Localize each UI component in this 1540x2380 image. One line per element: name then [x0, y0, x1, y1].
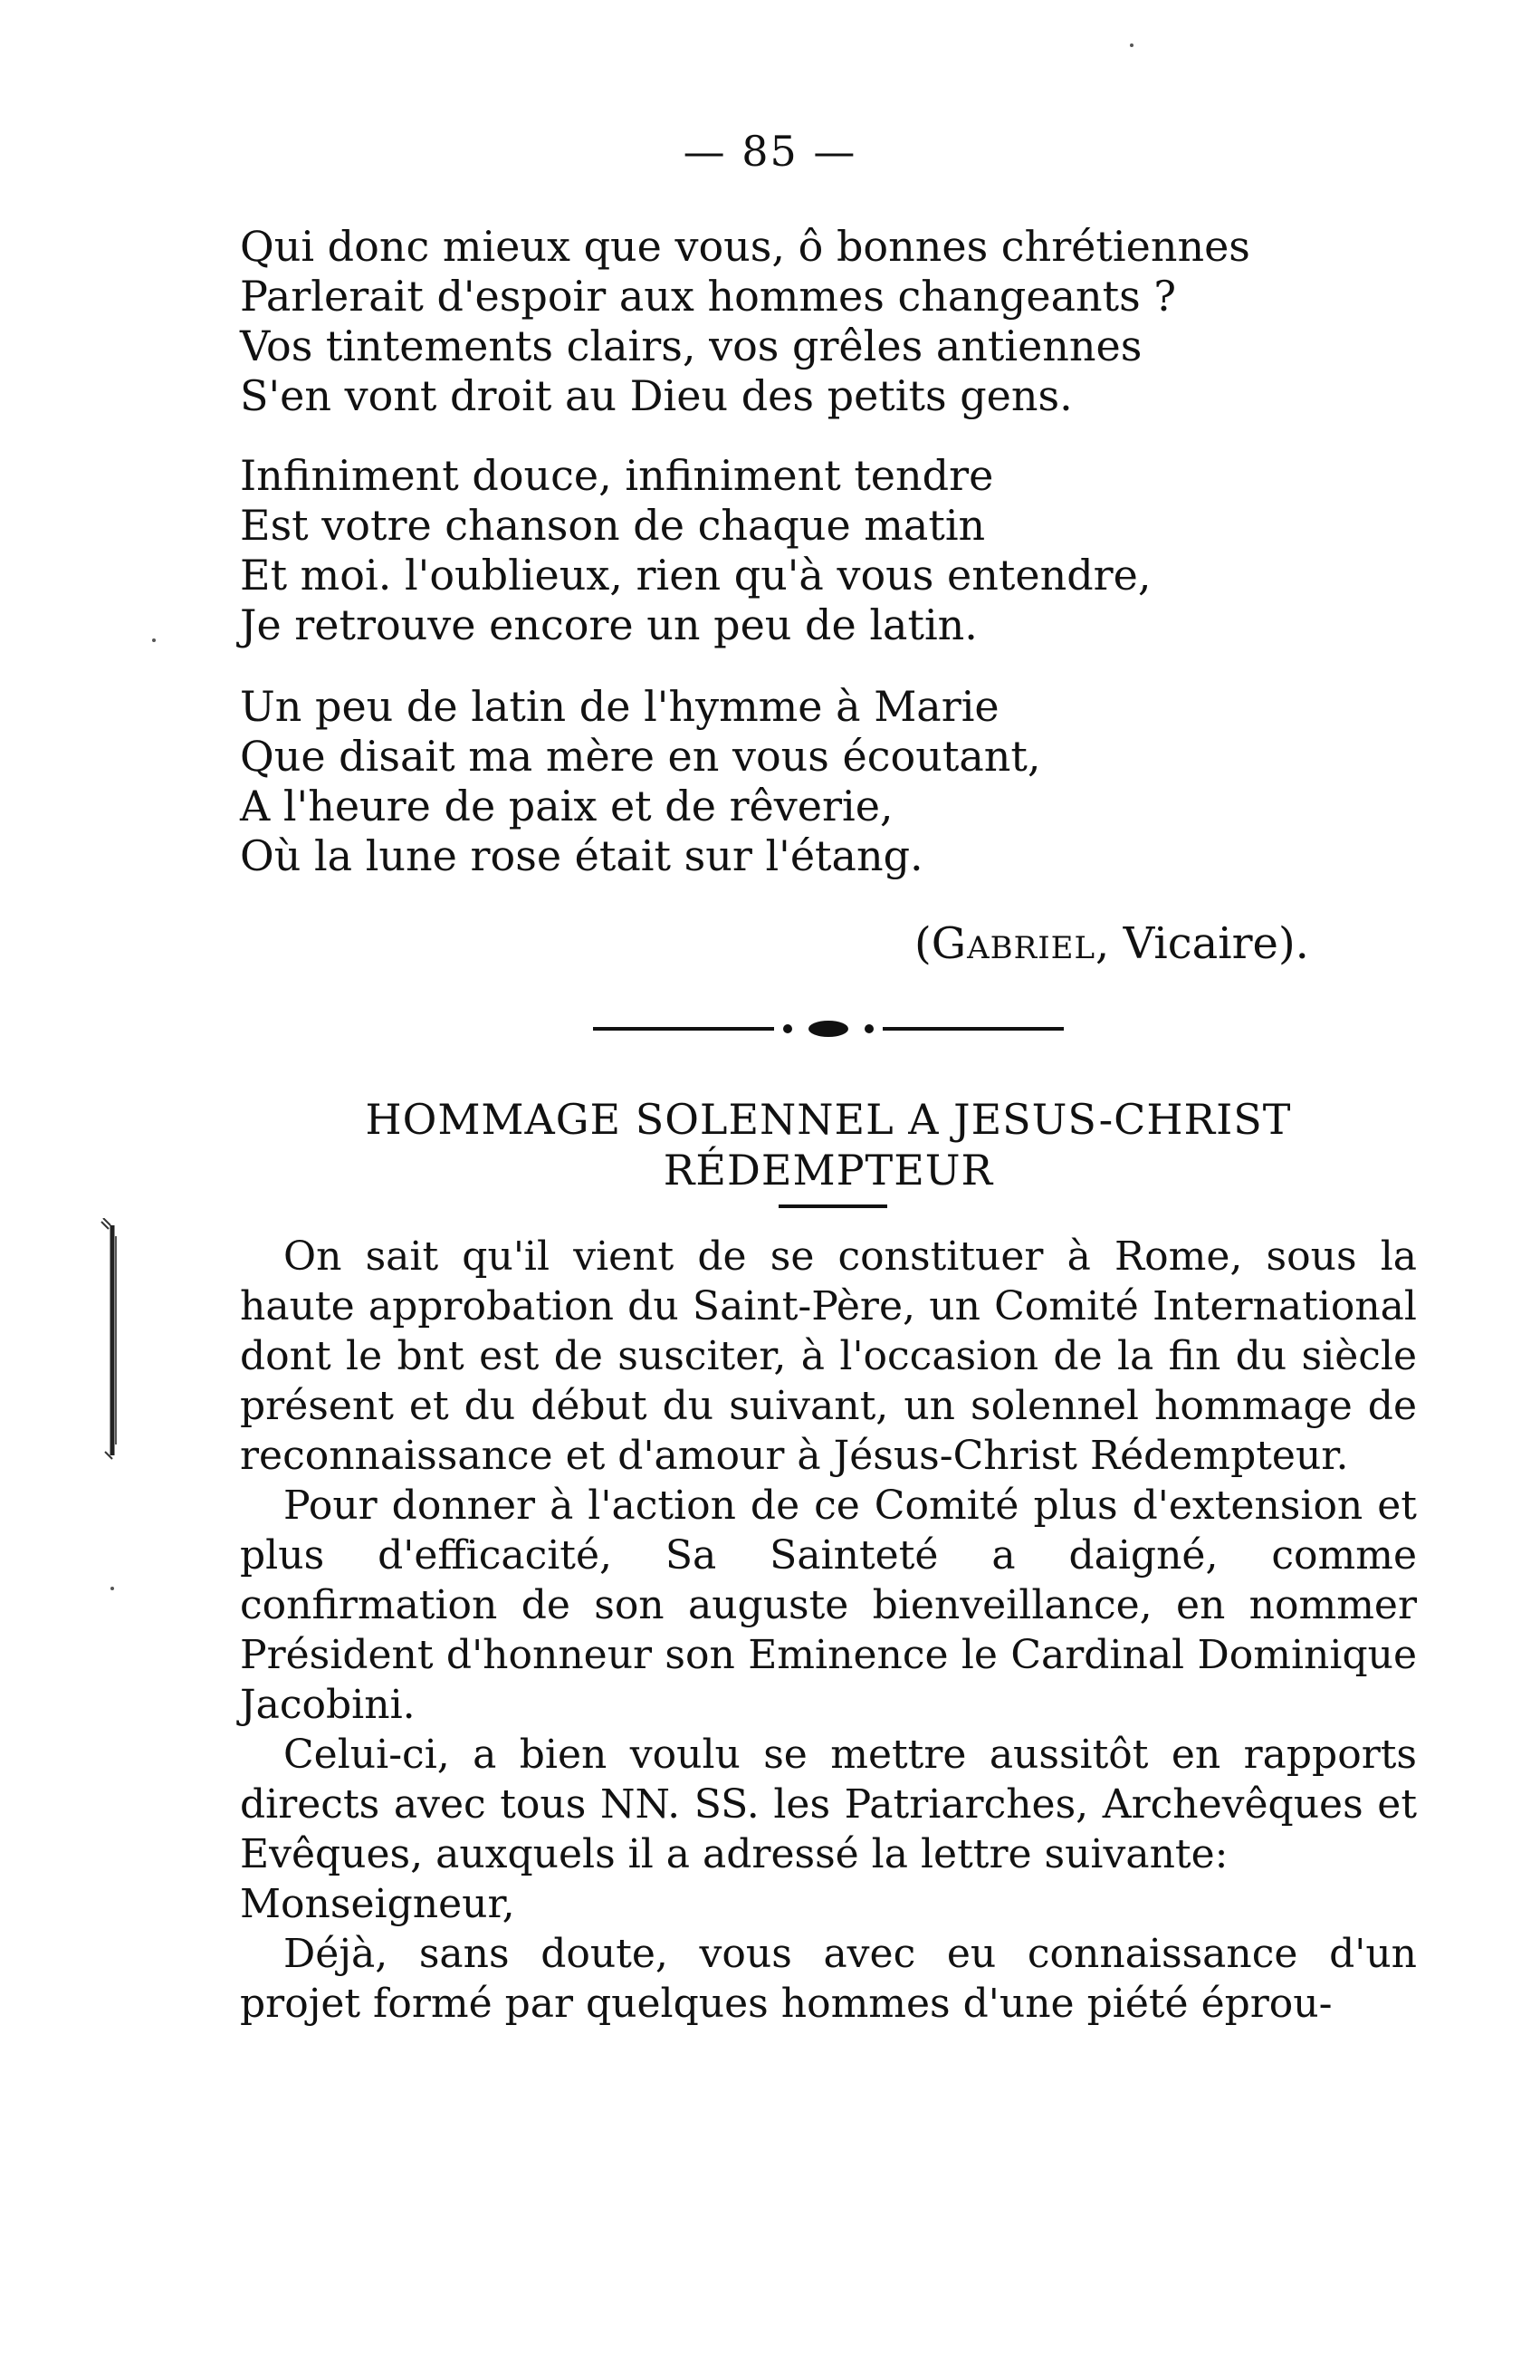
- page-number: — 85 —: [683, 127, 857, 176]
- poem-attribution: [914, 918, 1309, 969]
- poem-stanza-2: [240, 451, 1417, 650]
- poem-stanza-3: [240, 682, 1417, 881]
- poem-line: Infiniment douce, infiniment tendre: [240, 451, 994, 500]
- paragraph: Pour donner à l'action de ce Comité plus d'extension et plus d'efficacité, Sa Sainteté a daigné, comme confirmation de son auguste bienveillance, en nommer Président d'honneur son Eminence le Cardinal Dominique Jacobini.: [240, 1483, 1417, 1728]
- poem-line: S'en vont droit au Dieu des petits gens.: [240, 371, 1073, 420]
- poem-line: Que disait ma mère en vous écoutant,: [240, 732, 1041, 781]
- poem-line: Est votre chanson de chaque matin: [240, 501, 986, 550]
- paragraph: On sait qu'il vient de se constituer à Rome, sous la haute approbation du Saint-Père, un Comité International dont le bnt est de susciter, à l'occasion de la fin du siècle présent et du début du suivant, un solennel hommage de reconnaissance et d'amour à Jésus-Christ Rédempteur.: [240, 1233, 1417, 1479]
- poem-line: Où la lune rose était sur l'étang.: [240, 831, 923, 880]
- heading-line-2: RÉDEMPTEUR: [663, 1146, 994, 1195]
- poem-line: Parlerait d'espoir aux hommes changeants ?: [240, 272, 1177, 321]
- attribution-author: Gabriel: [931, 918, 1096, 969]
- poem-line: Je retrouve encore un peu de latin.: [240, 600, 978, 649]
- attribution-open: (: [914, 918, 932, 969]
- article-body: [240, 1232, 1417, 2029]
- poem-line: Qui donc mieux que vous, ô bonnes chrétiennes: [240, 222, 1250, 271]
- section-heading: [240, 1094, 1417, 1195]
- attribution-rest: , Vicaire).: [1095, 918, 1309, 969]
- paragraph: Déjà, sans doute, vous avec eu connaissance d'un projet formé par quelques hommes d'une piété éprou-: [240, 1931, 1417, 2027]
- ink-speck: [152, 638, 156, 642]
- ink-speck: [110, 1587, 114, 1590]
- heading-line-1: HOMMAGE SOLENNEL A JESUS-CHRIST: [365, 1095, 1292, 1144]
- ink-speck: [1130, 43, 1133, 47]
- poem-stanza-1: [240, 222, 1417, 421]
- paragraph: Celui-ci, a bien voulu se mettre aussitôt en rapports directs avec tous NN. SS. les Patriarches, Archevêques et Evêques, auxquels il a adressé la lettre suivante:: [240, 1732, 1417, 1877]
- poem-line: Et moi. l'oublieux, rien qu'à vous entendre,: [240, 551, 1152, 600]
- ornamental-divider: [593, 1020, 1064, 1038]
- poem-line: A l'heure de paix et de rêverie,: [240, 782, 894, 830]
- letter-salutation: Monseigneur,: [240, 1881, 515, 1927]
- margin-bracket-mark: [98, 1218, 121, 1463]
- poem-line: Vos tintements clairs, vos grêles antiennes: [240, 321, 1143, 370]
- heading-rule: [779, 1204, 887, 1208]
- poem-line: Un peu de latin de l'hymme à Marie: [240, 682, 1000, 731]
